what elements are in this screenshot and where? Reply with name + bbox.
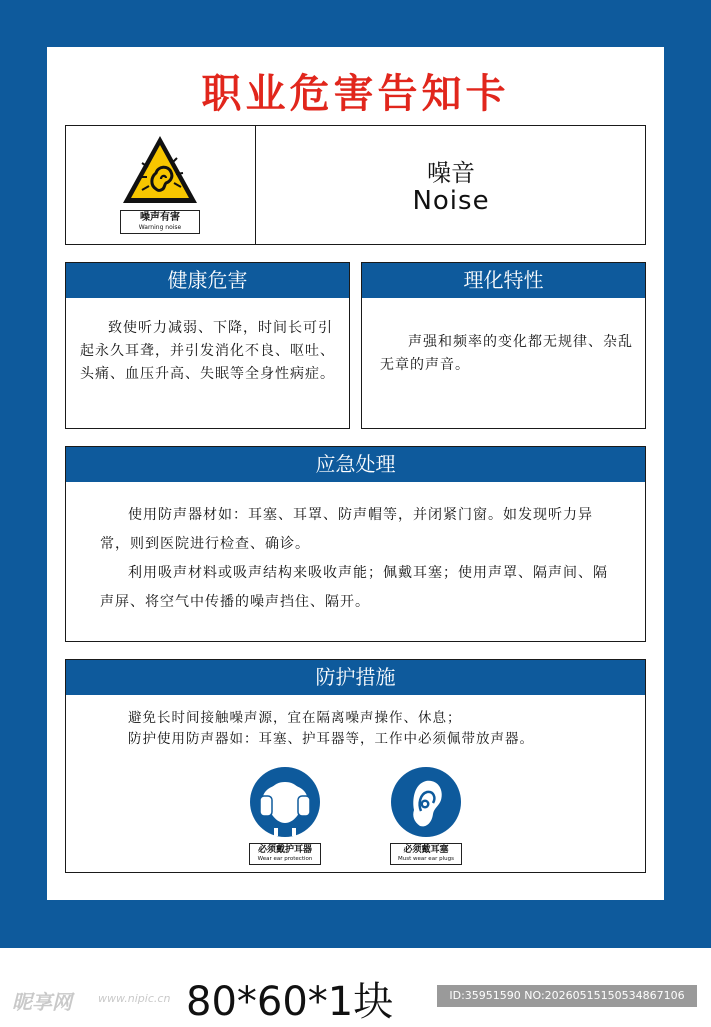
warning-sign-label [120,210,200,234]
properties-text: 声强和频率的变化都无规律、杂乱无章的声音。 [380,334,633,373]
size-label: 80*60*1块 [186,979,394,1025]
protection-section [65,659,646,873]
protection-line-2: 防护使用防声器如：耳塞、护耳器等，工作中必须佩带放声器。 [128,731,534,747]
image-id-badge: ID:35951590 NO:20260515150534867106 [437,985,697,1007]
properties-section [361,262,646,429]
emergency-paragraph-2: 利用吸声材料或吸声结构来吸收声能；佩戴耳塞；使用声罩、隔声间、隔声屏、将空气中传播的噪声挡住、隔开。 [100,565,608,610]
warning-triangle-ear-icon [120,133,200,207]
protection-line-1: 避免长时间接触噪声源，宜在隔离噪声操作、休息； [128,710,462,726]
warning-sign-label-zh: 噪声有害 [140,212,180,223]
ear-protection-label [249,843,321,865]
emergency-heading: 应急处理 [66,447,645,482]
ear-plug-icon [390,766,462,838]
card-title: 职业危害告知卡 [201,71,510,117]
ear-protection-icon [249,766,321,838]
health-hazard-section [65,262,350,429]
ear-plug-label-en: Must wear ear plugs [398,856,454,862]
watermark-logo: 昵享网 [12,990,72,1014]
warning-sign-label-en: Warning noise [138,224,182,231]
health-hazard-heading: 健康危害 [66,263,349,298]
emergency-paragraph-1: 使用防声器材如：耳塞、耳罩、防声帽等，并闭紧门窗。如发现听力异常，则到医院进行检查、确诊。 [100,507,593,552]
protection-heading: 防护措施 [66,660,645,695]
ear-plug-label-zh: 必须戴耳塞 [403,845,449,855]
properties-heading: 理化特性 [362,263,645,298]
ear-plug-label [390,843,462,865]
hazard-name-en: Noise [412,186,490,216]
health-hazard-text: 致使听力减弱、下降，时间长可引起永久耳聋，并引发消化不良、呕吐、头痛、血压升高、失眠等全身性病症。 [80,320,335,382]
ear-protection-label-en: Wear ear protection [257,856,313,862]
emergency-section [65,446,646,642]
hazard-name-zh: 噪音 [427,159,475,187]
ear-protection-label-zh: 必须戴护耳器 [257,845,312,855]
hazard-header-box [65,125,646,245]
watermark-url: www.nipic.cn [98,992,171,1005]
